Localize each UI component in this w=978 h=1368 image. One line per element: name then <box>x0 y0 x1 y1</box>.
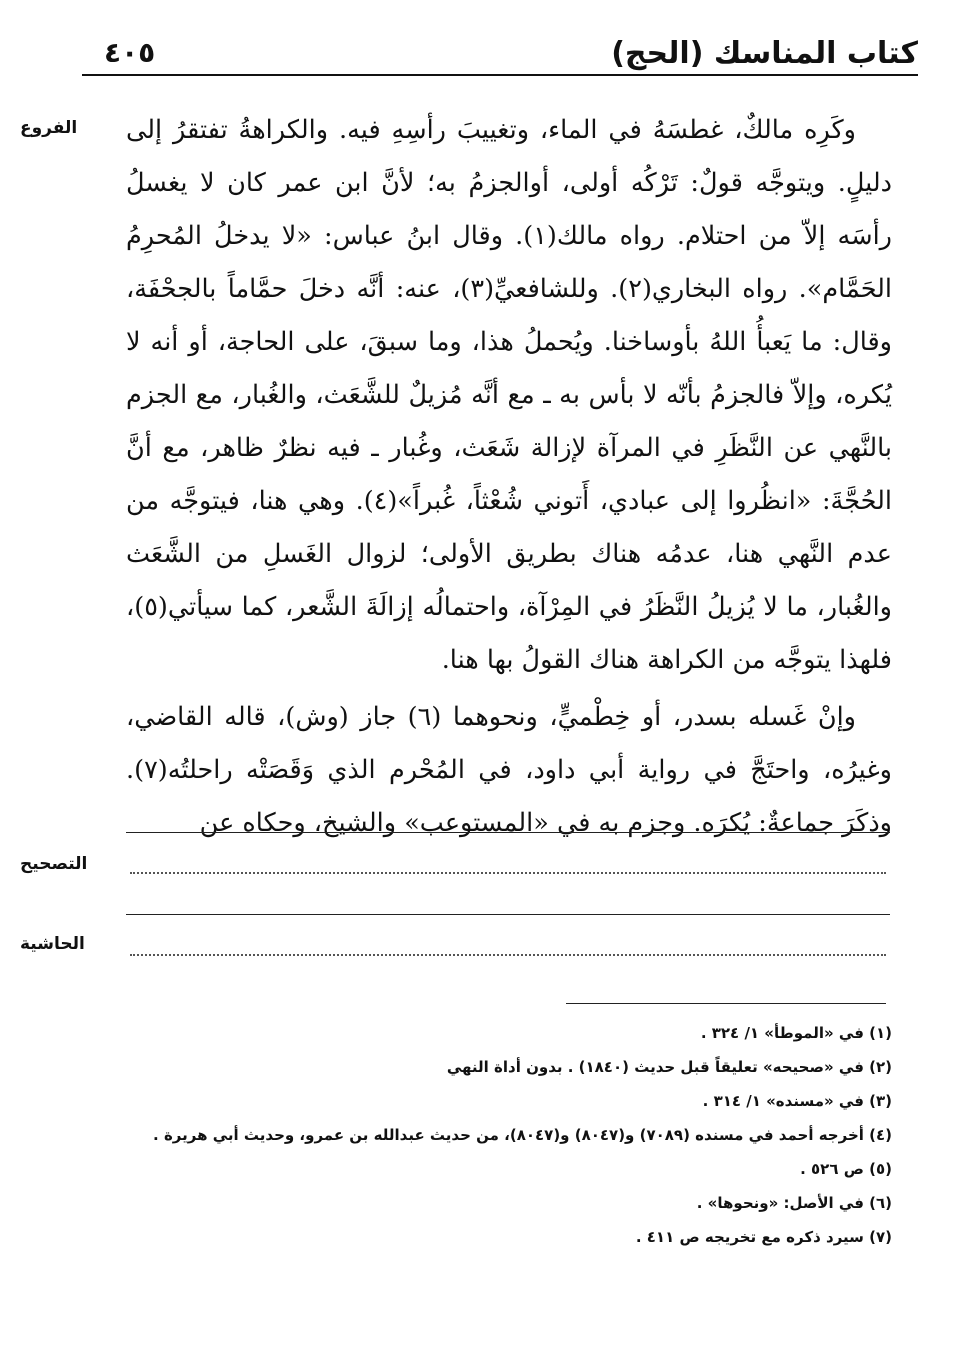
footnote-4: (٤) أخرجه أحمد في مسنده (٧٠٨٩) و(٨٠٤٧) و(٨٠٤٧)، من حديث عبدالله بن عمرو، وحديث أبي هريرة . <box>153 1126 892 1144</box>
paragraph-1: وكَرِه مالكٌ، غطسَهُ في الماء، وتغييبَ رأسِهِ فيه. والكراهةُ تفتقرُ إلى دليلٍ. ويتوجَّه قولٌ: تَرْكُه أولى، أوالجزمُ به؛ لأنَّ ابن عمر كان لا يغسلُ رأسَه إلاّ من احتلام. رواه مالك(١). وقال ابنُ عباس: «لا يدخلُ المُحرِمُ الحَمَّام». رواه البخاري(٢). وللشافعيِّ(٣)، عنه: أنَّه دخلَ حمَّاماً بالجحْفَة، وقال: ما يَعبأُ اللهُ بأوساخنا. ويُحملُ هذا، وما سبقَ، على الحاجة، أو أنه لا يُكره، وإلاّ فالجزمُ بأنّه لا بأس به ـ مع أنَّه مُزيلٌ للشَّعَث، والغُبار، مع الجزم بالنَّهي عن النَّظَرِ في المرآة لإزالة شَعَث، وغُبار ـ فيه نظرٌ ظاهر، مع أنَّ الحُجَّةَ: «انظُروا إلى عبادي، أَتوني شُعْثاً، غُبراً»(٤). وهي هنا، فيتوجَّه من عدم النَّهي هنا، عدمُه هناك بطريق الأولى؛ لزوال الغَسلِ من الشَّعَث والغُبار، ما لا يُزيلُ النَّظَرُ في المِرْآة، واحتمالُه إزالَةَ الشَّعر، كما سيأتي(٥)، فلهذا يتوجَّه من الكراهة هناك القولُ بها هنا. <box>126 115 893 675</box>
footnote-separator <box>566 1003 886 1004</box>
book-title: كتاب المناسك (الحج) <box>611 36 918 71</box>
footnote-3: (٣) في «مسنده» ١/ ٣١٤ . <box>702 1092 892 1110</box>
main-text <box>126 104 892 850</box>
footnote-6: (٦) في الأصل: «ونحوها» . <box>696 1194 892 1212</box>
footnotes <box>152 1018 892 1256</box>
tashih-top-rule <box>126 832 890 833</box>
hashiya-label: الحاشية <box>20 934 85 954</box>
hashiya-top-rule <box>126 914 890 915</box>
running-header <box>82 34 918 76</box>
footnote-5: (٥) ص ٥٢٦ . <box>800 1160 892 1178</box>
footnote-2: (٢) في «صحيحه» تعليقاً قبل حديث (١٨٤٠) . بدون أداة النهي <box>446 1058 892 1076</box>
footnote-7: (٧) سيرد ذكره مع تخريجه ص ٤١١ . <box>635 1228 892 1246</box>
tashih-dotted-line <box>130 872 886 874</box>
furu-label: الفروع <box>20 118 78 138</box>
page-number: ٤٠٥ <box>104 36 156 69</box>
tashih-label: التصحيح <box>20 854 88 874</box>
footnote-1: (١) في «الموطأ» ١/ ٣٢٤ . <box>700 1024 892 1042</box>
paragraph-2: وإنْ غَسله بسدر، أو خِطْميٍّ، ونحوهما (٦) جاز (وش)، قاله القاضي، وغيرُه، واحتَجَّ في رواية أبي داود، في المُحْرم الذي وَقَصَتْه راحلتُه(٧). وذكَرَ جماعةٌ: يُكرَه. وجزم به في «المستوعب» والشيخ، وحكاه عن <box>126 702 892 838</box>
hashiya-dotted-line <box>130 954 886 956</box>
